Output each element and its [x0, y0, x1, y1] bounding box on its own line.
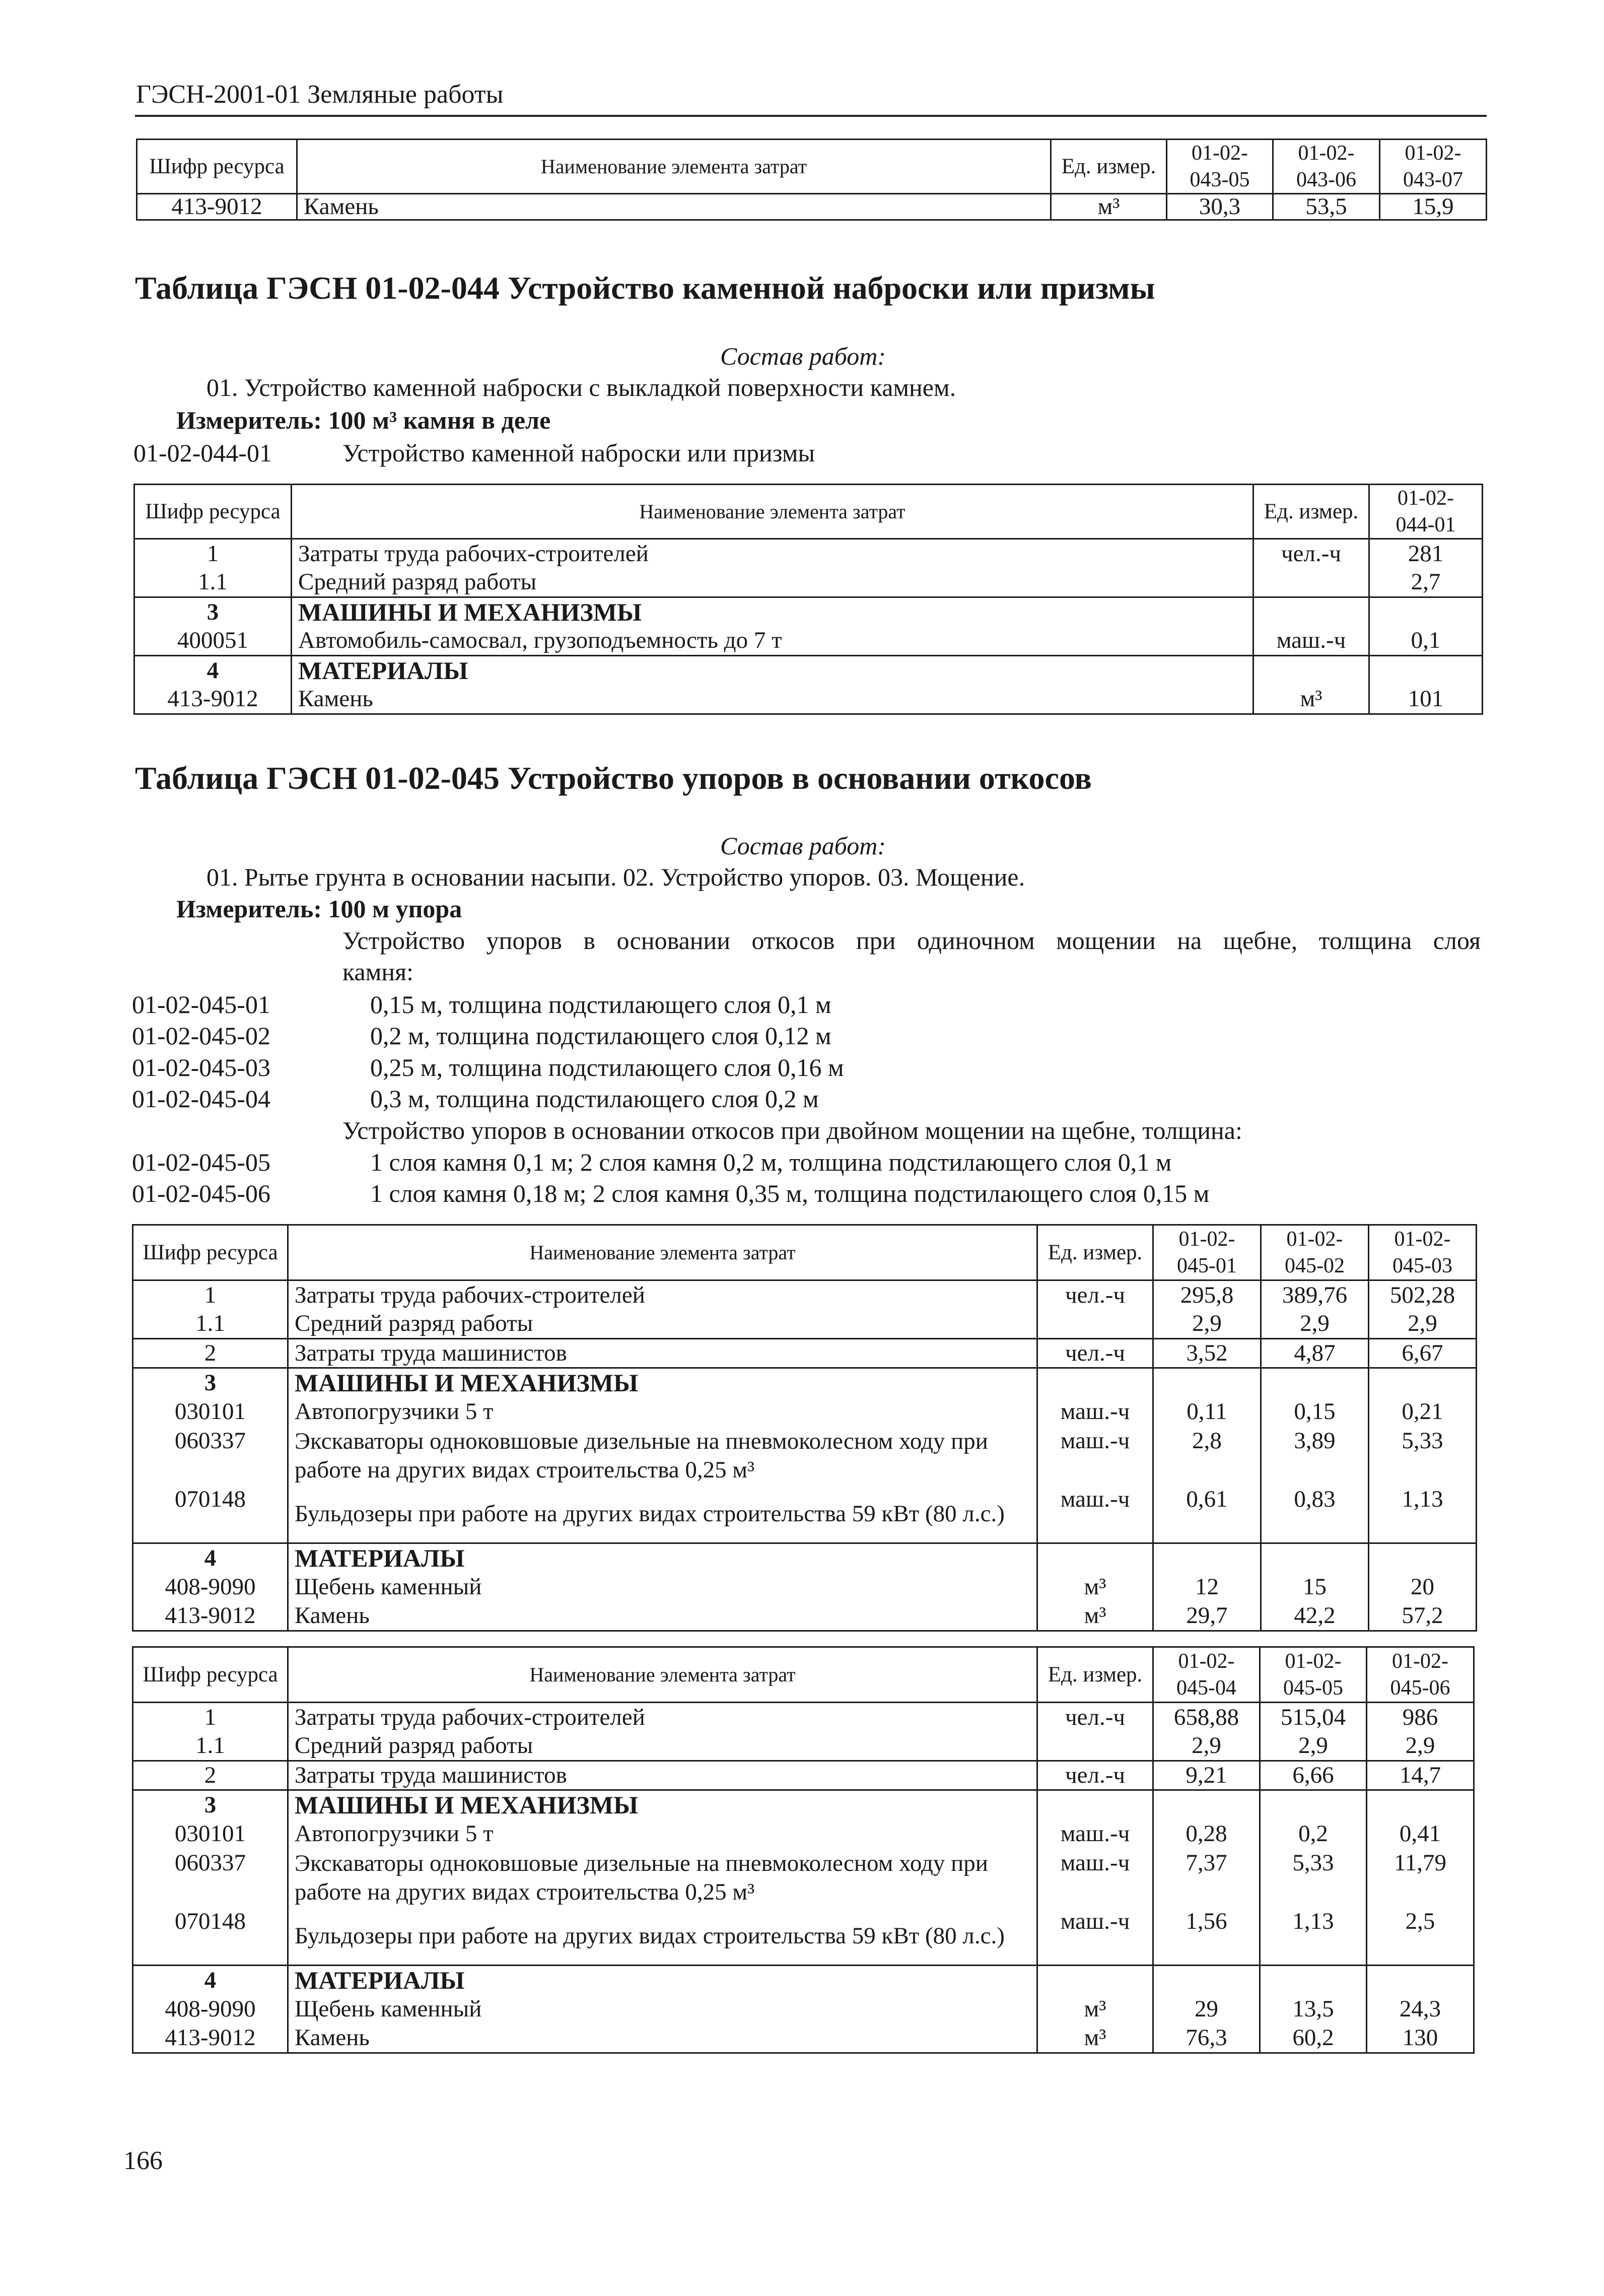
norm-code: 01-02-045-05 [132, 1148, 270, 1176]
cost-element-name: Средний разряд работы [292, 568, 1253, 597]
cost-element-name: Экскаваторы одноковшовые дизельные на пневмоколесном ходу при работе на других видах строительства 0,25 м³ [288, 1427, 1037, 1485]
norm-value: 9,21 [1153, 1761, 1260, 1790]
header-cost-element: Наименование элемента затрат [292, 485, 1253, 539]
norm-value: 6,67 [1369, 1339, 1477, 1368]
measure-unit: Измеритель: 100 м упора [176, 895, 462, 923]
norm-value: 13,5 [1260, 1995, 1367, 2024]
norm-value [1369, 1543, 1477, 1573]
unit: м³ [1037, 2024, 1153, 2053]
header-unit: Ед. измер. [1037, 1225, 1153, 1280]
cost-element-name: Затраты труда рабочих-строителей [288, 1703, 1037, 1732]
norm-value: 2,9 [1369, 1310, 1477, 1339]
unit: м³ [1037, 1995, 1153, 2024]
norm-description: 1 слоя камня 0,1 м; 2 слоя камня 0,2 м, толщина подстилающего слоя 0,1 м [370, 1148, 1172, 1176]
unit: м³ [1037, 1602, 1153, 1631]
norm-value: 60,2 [1260, 2024, 1367, 2053]
unit: маш.-ч [1037, 1485, 1153, 1543]
norm-value: 2,7 [1369, 568, 1483, 597]
header-norm-code: 01-02- 043-05 [1167, 140, 1273, 194]
unit: м³ [1037, 1573, 1153, 1602]
norm-code: 01-02-045-03 [132, 1053, 270, 1082]
header-cost-element: Наименование элемента затрат [297, 140, 1051, 194]
norm-value: 7,37 [1153, 1849, 1260, 1907]
resource-table-045-a [132, 1224, 1477, 1632]
resource-code: 413-9012 [133, 2024, 288, 2053]
cost-element-name: Средний разряд работы [288, 1732, 1037, 1761]
unit: чел.-ч [1037, 1703, 1153, 1732]
norm-description: 0,2 м, толщина подстилающего слоя 0,12 м [370, 1022, 831, 1050]
norm-value: 14,7 [1367, 1761, 1474, 1790]
resource-code: 060337 [133, 1849, 288, 1907]
norm-value: 986 [1367, 1703, 1474, 1732]
norm-value: 42,2 [1261, 1602, 1369, 1631]
cost-element-name: Автопогрузчики 5 т [288, 1397, 1037, 1427]
resource-code: 1.1 [133, 1732, 288, 1761]
header-resource-code: Шифр ресурса [133, 1225, 288, 1280]
resource-table-044 [133, 484, 1483, 715]
norm-value: 1,13 [1369, 1485, 1477, 1543]
norm-value [1369, 597, 1483, 627]
norm-value [1153, 1543, 1261, 1573]
resource-code: 1 [133, 1703, 288, 1732]
norm-value: 2,9 [1260, 1732, 1367, 1761]
norm-value: 11,79 [1367, 1849, 1474, 1907]
header-unit: Ед. измер. [1051, 140, 1167, 194]
norm-group-description: Устройство упоров в основании откосов при одиночном мощении на щебне, толщина слоя [342, 926, 1481, 955]
norm-value: 3,52 [1153, 1339, 1261, 1368]
page-number: 166 [123, 2146, 163, 2175]
resource-code: 4 [134, 656, 292, 685]
norm-value: 4,87 [1261, 1339, 1369, 1368]
norm-value: 658,88 [1153, 1703, 1260, 1732]
norm-code: 01-02-045-04 [132, 1085, 270, 1113]
resource-code: 408-9090 [133, 1995, 288, 2024]
group-heading: МАШИНЫ И МЕХАНИЗМЫ [292, 597, 1253, 627]
work-composition-text: 01. Рытье грунта в основании насыпи. 02. Устройство упоров. 03. Мощение. [206, 863, 1025, 891]
norm-value [1153, 1790, 1260, 1819]
unit: м³ [1051, 194, 1167, 220]
cost-element-name: Бульдозеры при работе на других видах строительства 59 кВт (80 л.с.) [288, 1485, 1037, 1543]
norm-value: 281 [1369, 539, 1483, 568]
resource-code: 4 [133, 1543, 288, 1573]
norm-value: 76,3 [1153, 2024, 1260, 2053]
header-norm-code: 01-02- 045-05 [1260, 1647, 1367, 1703]
unit [1037, 1790, 1153, 1819]
unit: чел.-ч [1037, 1280, 1153, 1310]
cost-element-name: Средний разряд работы [288, 1310, 1037, 1339]
norm-value [1369, 1368, 1477, 1397]
cost-element-name: Затраты труда машинистов [288, 1761, 1037, 1790]
cost-element-name: Щебень каменный [288, 1573, 1037, 1602]
unit: маш.-ч [1253, 627, 1369, 656]
norm-value [1261, 1543, 1369, 1573]
norm-value: 6,66 [1260, 1761, 1367, 1790]
norm-value: 0,21 [1369, 1397, 1477, 1427]
norm-value: 2,8 [1153, 1427, 1261, 1485]
running-head: ГЭСН-2001-01 Земляные работы [136, 80, 504, 109]
norm-value [1260, 1790, 1367, 1819]
table-title: Таблица ГЭСН 01-02-044 Устройство каменной наброски или призмы [135, 270, 1155, 306]
norm-code: 01-02-045-02 [132, 1022, 270, 1050]
cost-element-name: Камень [297, 194, 1051, 220]
header-norm-code: 01-02- 045-06 [1367, 1647, 1474, 1703]
norm-value: 15 [1261, 1573, 1369, 1602]
norm-value [1260, 1966, 1367, 1995]
norm-value: 515,04 [1260, 1703, 1367, 1732]
unit [1037, 1966, 1153, 1995]
norm-value: 1,13 [1260, 1907, 1367, 1966]
work-composition-text: 01. Устройство каменной наброски с выкладкой поверхности камнем. [206, 373, 956, 401]
norm-value: 0,1 [1369, 627, 1483, 656]
resource-code: 3 [134, 597, 292, 627]
cost-element-name: Камень [288, 1602, 1037, 1631]
header-norm-code: 01-02- 045-03 [1369, 1225, 1477, 1280]
norm-value: 0,2 [1260, 1819, 1367, 1849]
header-norm-code: 01-02- 043-07 [1380, 140, 1487, 194]
norm-value: 5,33 [1260, 1849, 1367, 1907]
header-norm-code: 01-02- 045-04 [1153, 1647, 1260, 1703]
unit: маш.-ч [1037, 1819, 1153, 1849]
norm-description: 1 слоя камня 0,18 м; 2 слоя камня 0,35 м, толщина подстилающего слоя 0,15 м [370, 1179, 1210, 1207]
norm-value: 502,28 [1369, 1280, 1477, 1310]
resource-code: 400051 [134, 627, 292, 656]
continuation-table [136, 139, 1487, 221]
resource-table-045-b [132, 1646, 1475, 2054]
unit: м³ [1253, 685, 1369, 714]
group-heading: МАТЕРИАЛЫ [288, 1543, 1037, 1573]
measure-unit: Измеритель: 100 м³ камня в деле [176, 406, 551, 434]
norm-value: 29,7 [1153, 1602, 1261, 1631]
header-resource-code: Шифр ресурса [134, 485, 292, 539]
cost-element-name: Автопогрузчики 5 т [288, 1819, 1037, 1849]
norm-description: 0,25 м, толщина подстилающего слоя 0,16 м [370, 1053, 844, 1082]
work-composition-label: Состав работ: [720, 342, 886, 370]
unit: чел.-ч [1253, 539, 1369, 568]
norm-value: 295,8 [1153, 1280, 1261, 1310]
resource-code: 1 [134, 539, 292, 568]
resource-code: 060337 [133, 1427, 288, 1485]
norm-value [1261, 1368, 1369, 1397]
norm-value [1367, 1966, 1474, 1995]
resource-code: 413-9012 [133, 1602, 288, 1631]
resource-code: 1.1 [134, 568, 292, 597]
unit: чел.-ч [1037, 1761, 1153, 1790]
header-cost-element: Наименование элемента затрат [288, 1225, 1037, 1280]
resource-code: 3 [133, 1790, 288, 1819]
resource-code: 413-9012 [134, 685, 292, 714]
norm-value: 0,83 [1261, 1485, 1369, 1543]
norm-value: 0,11 [1153, 1397, 1261, 1427]
cost-element-name: Камень [288, 2024, 1037, 2053]
unit: маш.-ч [1037, 1427, 1153, 1485]
norm-code: 01-02-045-06 [132, 1179, 270, 1207]
resource-code: 413-9012 [137, 194, 297, 220]
resource-code: 3 [133, 1368, 288, 1397]
resource-code: 070148 [133, 1485, 288, 1543]
group-heading: МАТЕРИАЛЫ [288, 1966, 1037, 1995]
group-heading: МАТЕРИАЛЫ [292, 656, 1253, 685]
norm-value: 0,28 [1153, 1819, 1260, 1849]
norm-description: 0,3 м, толщина подстилающего слоя 0,2 м [370, 1085, 819, 1113]
group-heading: МАШИНЫ И МЕХАНИЗМЫ [288, 1790, 1037, 1819]
header-norm-code: 01-02- 044-01 [1369, 485, 1483, 539]
norm-value: 2,9 [1261, 1310, 1369, 1339]
header-unit: Ед. измер. [1253, 485, 1369, 539]
cost-element-name: Автомобиль-самосвал, грузоподъемность до 7 т [292, 627, 1253, 656]
unit: чел.-ч [1037, 1339, 1153, 1368]
norm-value: 29 [1153, 1995, 1260, 2024]
norm-value: 1,56 [1153, 1907, 1260, 1966]
norm-value: 130 [1367, 2024, 1474, 2053]
norm-description: 0,15 м, толщина подстилающего слоя 0,1 м [370, 990, 831, 1019]
cost-element-name: Затраты труда машинистов [288, 1339, 1037, 1368]
norm-value: 30,3 [1167, 194, 1273, 220]
unit [1037, 1368, 1153, 1397]
norm-value: 20 [1369, 1573, 1477, 1602]
resource-code: 4 [133, 1966, 288, 1995]
unit [1037, 1732, 1153, 1761]
resource-code: 1.1 [133, 1310, 288, 1339]
header-resource-code: Шифр ресурса [133, 1647, 288, 1703]
unit: маш.-ч [1037, 1907, 1153, 1966]
norm-group-description: Устройство упоров в основании откосов при двойном мощении на щебне, толщина: [342, 1116, 1242, 1144]
header-unit: Ед. измер. [1037, 1647, 1153, 1703]
norm-value: 2,5 [1367, 1907, 1474, 1966]
resource-code: 070148 [133, 1907, 288, 1966]
unit [1253, 568, 1369, 597]
norm-value: 5,33 [1369, 1427, 1477, 1485]
norm-value [1153, 1368, 1261, 1397]
cost-element-name: Бульдозеры при работе на других видах строительства 59 кВт (80 л.с.) [288, 1907, 1037, 1966]
norm-value [1153, 1966, 1260, 1995]
norm-value: 53,5 [1273, 194, 1380, 220]
norm-description: Устройство каменной наброски или призмы [342, 439, 815, 467]
norm-value: 57,2 [1369, 1602, 1477, 1631]
cost-element-name: Затраты труда рабочих-строителей [292, 539, 1253, 568]
unit [1037, 1543, 1153, 1573]
norm-value: 15,9 [1380, 194, 1487, 220]
norm-value: 3,89 [1261, 1427, 1369, 1485]
unit [1253, 597, 1369, 627]
norm-value: 389,76 [1261, 1280, 1369, 1310]
resource-code: 2 [133, 1339, 288, 1368]
unit: маш.-ч [1037, 1397, 1153, 1427]
resource-code: 030101 [133, 1397, 288, 1427]
header-norm-code: 01-02- 043-06 [1273, 140, 1380, 194]
norm-group-description: камня: [342, 958, 414, 986]
work-composition-label: Состав работ: [720, 832, 886, 860]
table-title: Таблица ГЭСН 01-02-045 Устройство упоров в основании откосов [135, 760, 1092, 796]
unit [1253, 656, 1369, 685]
norm-value: 101 [1369, 685, 1483, 714]
norm-value: 2,9 [1153, 1310, 1261, 1339]
resource-code: 2 [133, 1761, 288, 1790]
norm-code: 01-02-045-01 [132, 990, 270, 1019]
norm-value: 0,41 [1367, 1819, 1474, 1849]
cost-element-name: Затраты труда рабочих-строителей [288, 1280, 1037, 1310]
resource-code: 1 [133, 1280, 288, 1310]
header-norm-code: 01-02- 045-01 [1153, 1225, 1261, 1280]
resource-code: 408-9090 [133, 1573, 288, 1602]
header-cost-element: Наименование элемента затрат [288, 1647, 1037, 1703]
norm-value: 2,9 [1153, 1732, 1260, 1761]
header-rule [135, 115, 1487, 117]
norm-value: 12 [1153, 1573, 1261, 1602]
cost-element-name: Экскаваторы одноковшовые дизельные на пневмоколесном ходу при работе на других видах строительства 0,25 м³ [288, 1849, 1037, 1907]
unit [1037, 1310, 1153, 1339]
unit: маш.-ч [1037, 1849, 1153, 1907]
norm-value [1367, 1790, 1474, 1819]
norm-value: 0,15 [1261, 1397, 1369, 1427]
group-heading: МАШИНЫ И МЕХАНИЗМЫ [288, 1368, 1037, 1397]
norm-code: 01-02-044-01 [133, 439, 272, 467]
norm-value: 24,3 [1367, 1995, 1474, 2024]
cost-element-name: Камень [292, 685, 1253, 714]
norm-value: 0,61 [1153, 1485, 1261, 1543]
cost-element-name: Щебень каменный [288, 1995, 1037, 2024]
norm-value [1369, 656, 1483, 685]
header-norm-code: 01-02- 045-02 [1261, 1225, 1369, 1280]
header-resource-code: Шифр ресурса [137, 140, 297, 194]
norm-value: 2,9 [1367, 1732, 1474, 1761]
resource-code: 030101 [133, 1819, 288, 1849]
